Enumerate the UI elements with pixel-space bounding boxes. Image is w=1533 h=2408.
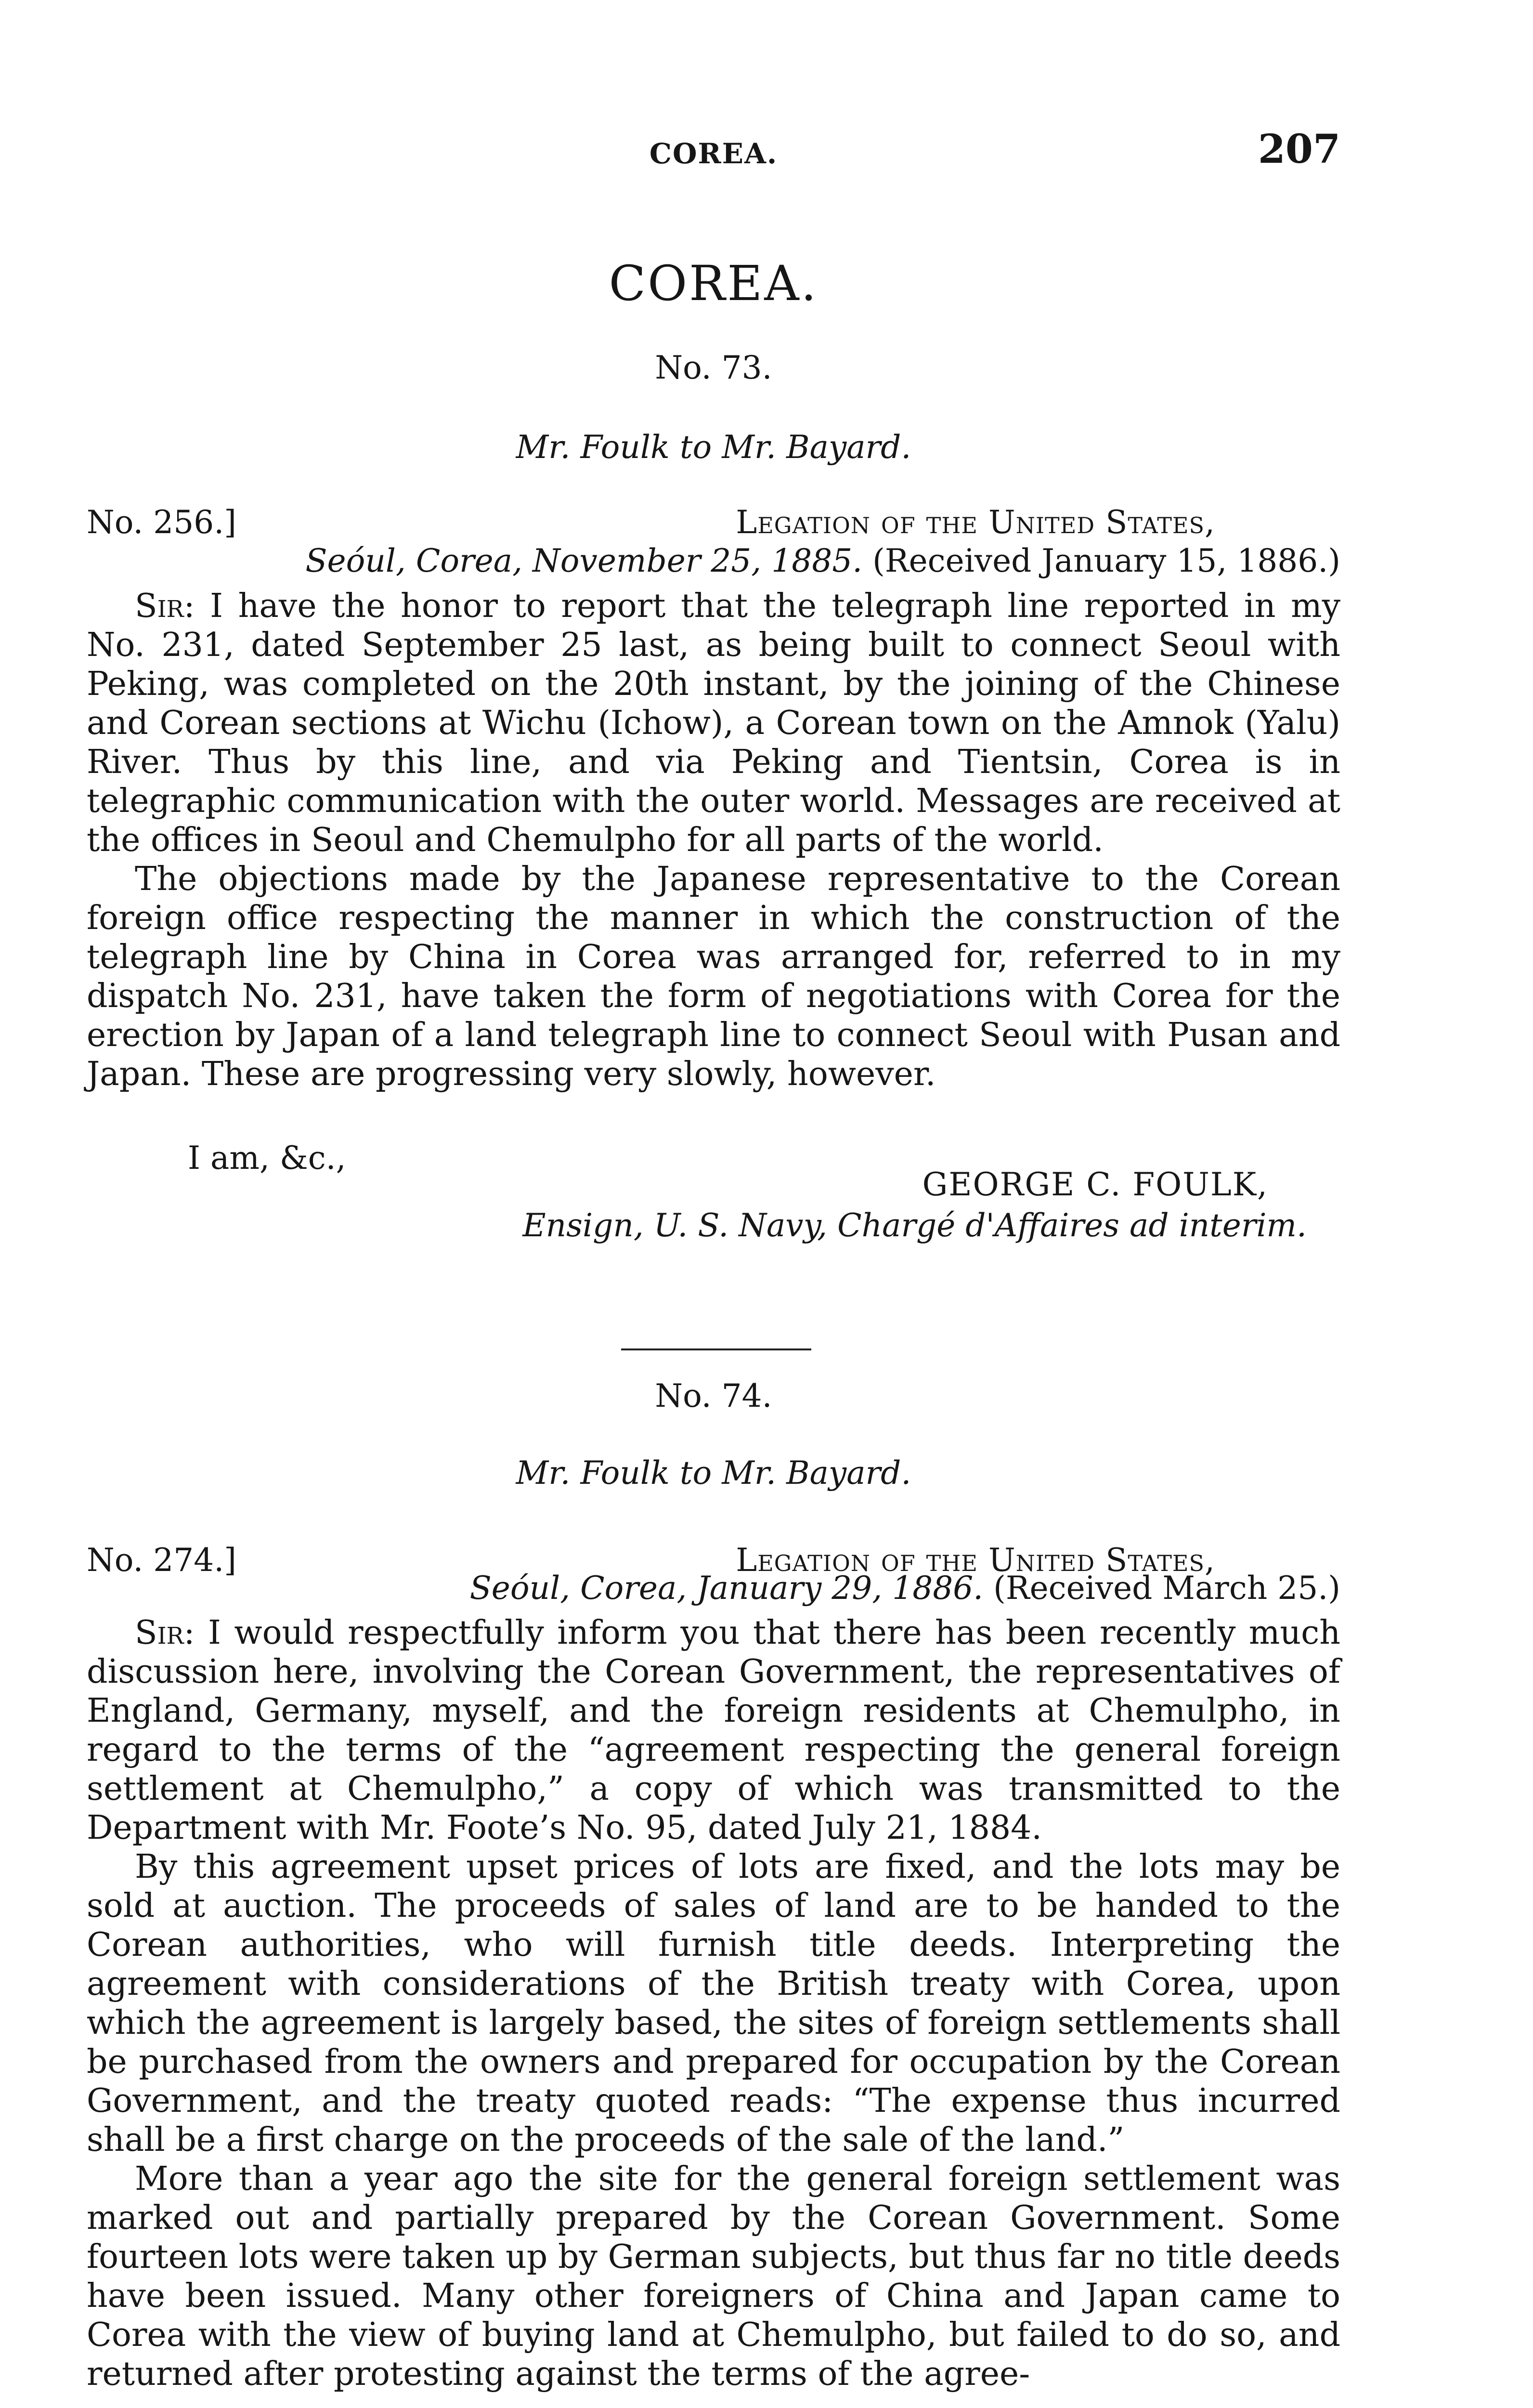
signature-title: Ensign, U. S. Navy, Chargé d'Affaires ad interim. [522, 1207, 1307, 1244]
closing: I am, &c., [188, 1139, 346, 1177]
running-head: COREA. [649, 137, 778, 170]
letter-body [87, 1613, 1340, 2394]
section-divider [621, 1348, 811, 1350]
reference-line [87, 503, 1340, 542]
dispatch-number: No. 256.] [87, 504, 236, 541]
legation-line: Legation of the United States, [736, 1542, 1215, 1579]
letter-body [87, 587, 1340, 1094]
paragraph-text: I have the honor to report that the telegraph line reported in my No. 231, dated September 25 last, as being built to connect Seoul with Peking, was completed on the 20th instant, by the joining of the Chinese and Corean sections at Wichu (Ichow), a Corean town on the Amnok (Yalu) River. Thus by this line, and via Peking and Tientsin, Corea is in telegraphic communication with the outer world. Messages are received at the offices in Seoul and Chemulpho for all parts of the world. [87, 587, 1340, 859]
place-date: Seóul, Corea, January 29, 1886. [469, 1570, 984, 1607]
paragraph [87, 2159, 1340, 2394]
paragraph-text: More than a year ago the site for the general foreign settlement was marked out and partially prepared by the Corean Government. Some fourteen lots were taken up by German subjects, but thus far no title deeds have been issued. Many other foreigners of China and Japan came to Corea with the view of buying land at Chemulpho, but failed to do so, and returned after protesting against the terms of the agree- [87, 2160, 1340, 2393]
dateline [470, 1569, 1340, 1608]
paragraph-text: By this agreement upset prices of lots are fixed, and the lots may be sold at auction. The proceeds of sales of land are to be handed to the Corean authorities, who will furnish title deeds. Interpreting the agreement with considerations of the British treaty with Corea, upon which the agreement is largely based, the sites of foreign settlements shall be purchased from the owners and prepared for occupation by the Corean Government, and the treaty quoted reads: “The expense thus incurred shall be a first charge on the proceeds of the sale of the land.” [87, 1848, 1340, 2159]
section-title: COREA. [609, 255, 818, 312]
paragraph-text: I would respectfully inform you that there has been recently much discussion here, involving the Corean Government, the representatives of England, Germany, myself, and the foreign residents at Chemulpho, in regard to the terms of the “agreement respecting the general foreign settlement at Chemulpho,” a copy of which was transmitted to the Department with Mr. Foote’s No. 95, dated July 21, 1884. [87, 1614, 1340, 1847]
signature: GEORGE C. FOULK, [922, 1166, 1268, 1203]
letter-number: No. 74. [655, 1377, 772, 1414]
letter-heading: Mr. Foulk to Mr. Bayard. [516, 1454, 911, 1492]
received-date: (Received January 15, 1886.) [872, 542, 1340, 579]
salutation: Sir: [135, 1614, 195, 1652]
letter-heading: Mr. Foulk to Mr. Bayard. [516, 429, 911, 466]
letter-number: No. 73. [655, 349, 772, 386]
place-date: Seóul, Corea, November 25, 1885. [305, 542, 863, 579]
received-date: (Received March 25.) [993, 1570, 1340, 1607]
paragraph [87, 587, 1340, 860]
paragraph [87, 1613, 1340, 1847]
paragraph [87, 860, 1340, 1094]
page-number: 207 [1258, 126, 1340, 172]
paragraph-text: The objections made by the Japanese representative to the Corean foreign office respecting the manner in which the construction of the telegraph line by China in Corea was arranged for, referred to in my dispatch No. 231, have taken the form of negotiations with Corea for the erection by Japan of a land telegraph line to connect Seoul with Pusan and Japan. These are progressing very slowly, however. [87, 860, 1340, 1093]
paragraph [87, 1847, 1340, 2159]
legation-line: Legation of the United States, [736, 504, 1215, 541]
dispatch-number: No. 274.] [87, 1542, 236, 1579]
dateline [305, 542, 1340, 580]
salutation: Sir: [135, 587, 195, 625]
